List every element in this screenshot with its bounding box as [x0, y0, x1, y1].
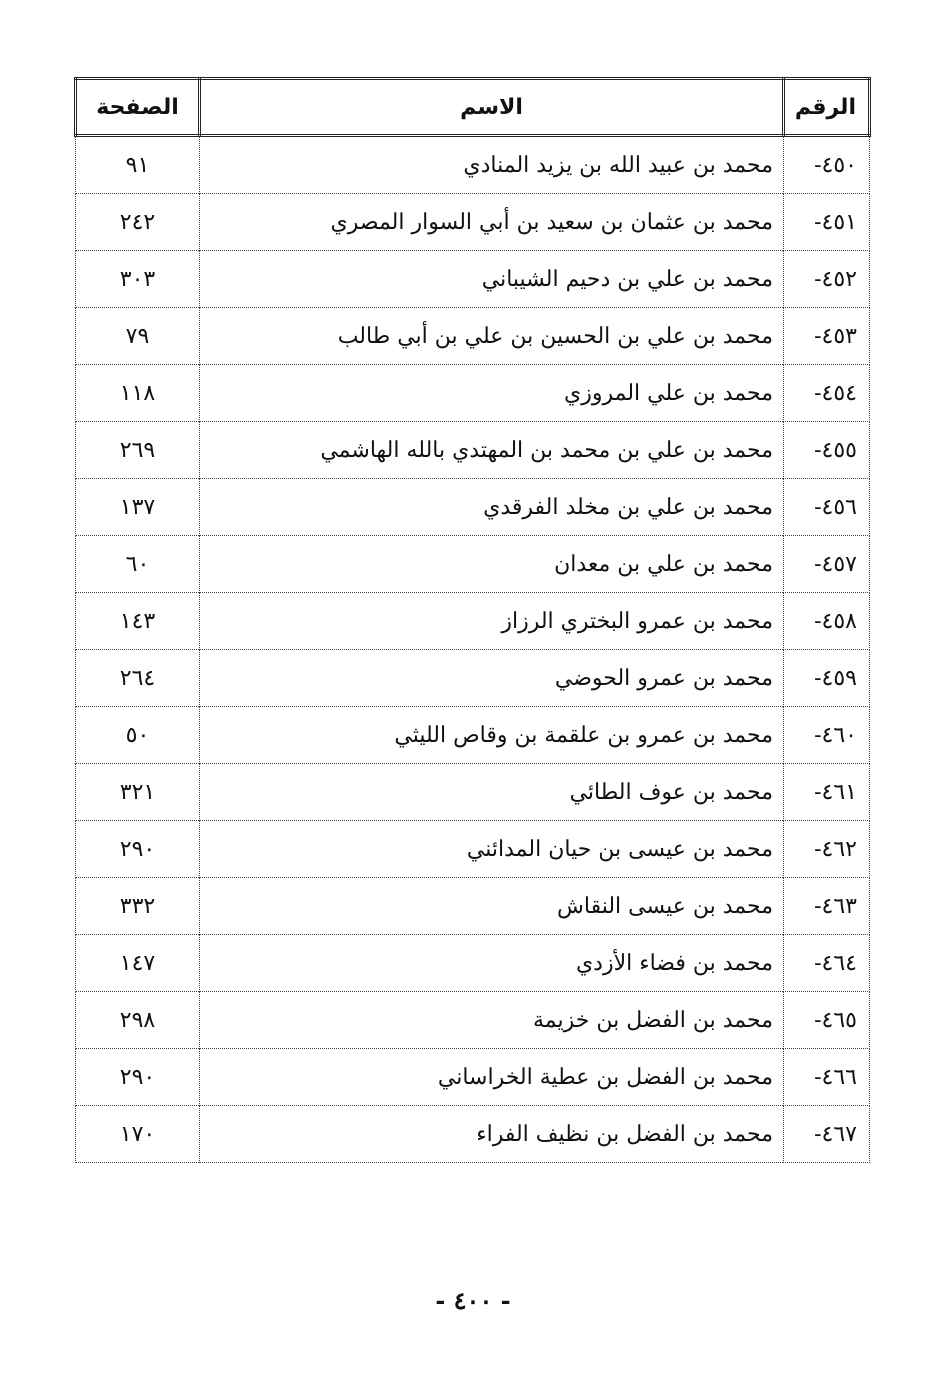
table-row [76, 136, 870, 194]
row-number: ٤٦٠- [784, 707, 870, 764]
table-row [76, 422, 870, 479]
row-number: ٤٥٥- [784, 422, 870, 479]
row-name: محمد بن علي بن الحسين بن علي بن أبي طالب [200, 308, 784, 365]
row-page: ١٣٧ [76, 479, 200, 536]
row-page: ١١٨ [76, 365, 200, 422]
row-page: ٢٩٠ [76, 821, 200, 878]
row-name: محمد بن الفضل بن نظيف الفراء [200, 1106, 784, 1163]
row-page: ٣٠٣ [76, 251, 200, 308]
names-index-table [74, 77, 871, 1163]
row-name: محمد بن فضاء الأزدي [200, 935, 784, 992]
row-page: ٥٠ [76, 707, 200, 764]
row-name: محمد بن عوف الطائي [200, 764, 784, 821]
table-row [76, 479, 870, 536]
row-number: ٤٥٦- [784, 479, 870, 536]
row-number: ٤٦٢- [784, 821, 870, 878]
row-number: ٤٥٣- [784, 308, 870, 365]
table-row [76, 821, 870, 878]
row-name: محمد بن عمرو بن علقمة بن وقاص الليثي [200, 707, 784, 764]
row-page: ٢٩٨ [76, 992, 200, 1049]
row-name: محمد بن علي المروزي [200, 365, 784, 422]
row-page: ٢٤٢ [76, 194, 200, 251]
row-name: محمد بن عمرو البختري الرزاز [200, 593, 784, 650]
row-name: محمد بن علي بن معدان [200, 536, 784, 593]
table-body [76, 136, 870, 1163]
table-row [76, 308, 870, 365]
row-number: ٤٥٨- [784, 593, 870, 650]
row-page: ٦٠ [76, 536, 200, 593]
header-number: الرقم [784, 79, 870, 136]
row-number: ٤٦٣- [784, 878, 870, 935]
table-row [76, 1049, 870, 1106]
row-name: محمد بن عيسى النقاش [200, 878, 784, 935]
row-page: ٢٦٩ [76, 422, 200, 479]
table-row [76, 650, 870, 707]
table-row [76, 707, 870, 764]
table-row [76, 536, 870, 593]
row-name: محمد بن عيسى بن حيان المدائني [200, 821, 784, 878]
header-name: الاسم [200, 79, 784, 136]
row-name: محمد بن علي بن دحيم الشيباني [200, 251, 784, 308]
table-row [76, 764, 870, 821]
row-name: محمد بن عمرو الحوضي [200, 650, 784, 707]
row-number: ٤٥٤- [784, 365, 870, 422]
row-number: ٤٥١- [784, 194, 870, 251]
row-name: محمد بن عثمان بن سعيد بن أبي السوار المصري [200, 194, 784, 251]
row-number: ٤٥٩- [784, 650, 870, 707]
row-number: ٤٥٠- [784, 136, 870, 194]
row-page: ١٤٣ [76, 593, 200, 650]
table-row [76, 365, 870, 422]
row-name: محمد بن علي بن مخلد الفرقدي [200, 479, 784, 536]
row-number: ٤٦٦- [784, 1049, 870, 1106]
row-number: ٤٥٧- [784, 536, 870, 593]
row-number: ٤٦١- [784, 764, 870, 821]
row-number: ٤٥٢- [784, 251, 870, 308]
table-header-row [76, 79, 870, 136]
row-name: محمد بن علي بن محمد بن المهتدي بالله الهاشمي [200, 422, 784, 479]
row-number: ٤٦٤- [784, 935, 870, 992]
row-page: ٢٦٤ [76, 650, 200, 707]
page-number: - ٤٠٠ - [435, 1286, 511, 1315]
table-row [76, 1106, 870, 1163]
row-page: ٧٩ [76, 308, 200, 365]
row-page: ١٤٧ [76, 935, 200, 992]
row-page: ٢٩٠ [76, 1049, 200, 1106]
table-row [76, 878, 870, 935]
table-row [76, 194, 870, 251]
row-page: ٩١ [76, 136, 200, 194]
row-number: ٤٦٧- [784, 1106, 870, 1163]
row-name: محمد بن الفضل بن خزيمة [200, 992, 784, 1049]
row-name: محمد بن عبيد الله بن يزيد المنادي [200, 136, 784, 194]
row-page: ١٧٠ [76, 1106, 200, 1163]
table-row [76, 593, 870, 650]
header-page: الصفحة [76, 79, 200, 136]
row-page: ٣٢١ [76, 764, 200, 821]
row-number: ٤٦٥- [784, 992, 870, 1049]
table-row [76, 992, 870, 1049]
table-row [76, 935, 870, 992]
table-row [76, 251, 870, 308]
row-page: ٣٣٢ [76, 878, 200, 935]
row-name: محمد بن الفضل بن عطية الخراساني [200, 1049, 784, 1106]
